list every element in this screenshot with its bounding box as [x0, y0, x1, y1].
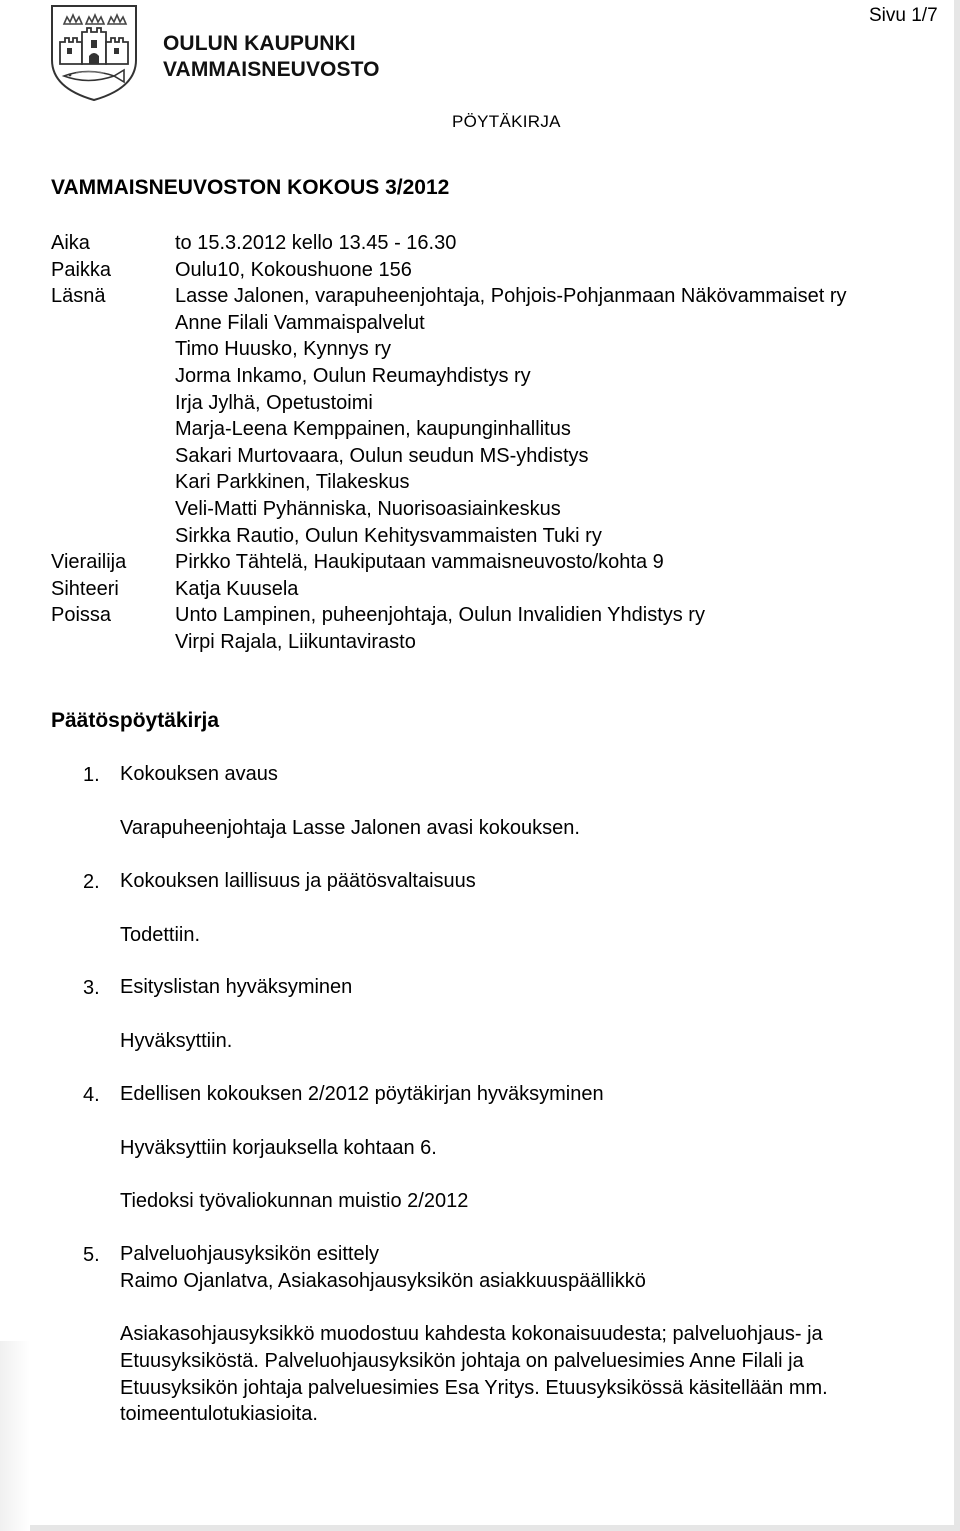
attendee: Sirkka Rautio, Oulun Kehitysvammaisten Tuki ry: [175, 524, 602, 547]
info-row-absent: [51, 602, 847, 655]
org-line-1: OULUN KAUPUNKI: [163, 32, 356, 55]
agenda-body: Tiedoksi työvaliokunnan muistio 2/2012: [120, 1190, 469, 1212]
info-label: Poissa: [51, 604, 112, 627]
agenda-title: Palveluohjausyksikön esittely: [120, 1243, 380, 1265]
section-title: Päätöspöytäkirja: [51, 709, 220, 732]
info-label: Paikka: [51, 258, 112, 281]
agenda-number: 3.: [83, 977, 100, 999]
info-value: to 15.3.2012 kello 13.45 - 16.30: [175, 232, 457, 254]
info-value: Oulu10, Kokoushuone 156: [175, 258, 412, 281]
page-edge-bottom: [0, 1525, 960, 1531]
org-line-2: VAMMAISNEUVOSTO: [163, 58, 380, 81]
agenda-body: Todettiin.: [120, 924, 201, 946]
info-label: Aika: [51, 232, 90, 254]
page-edge-right: [954, 0, 960, 1531]
attendee: Sakari Murtovaara, Oulun seudun MS-yhdistys: [175, 444, 589, 467]
attendee: Lasse Jalonen, varapuheenjohtaja, Pohjois-Pohjanmaan Näkövammaiset ry: [175, 285, 847, 308]
meeting-info: [51, 230, 847, 656]
agenda-body: Etuusyksikön johtaja palveluesimies Esa Yritys. Etuusyksikössä käsitellään mm.: [120, 1377, 828, 1399]
attendee: Jorma Inkamo, Oulun Reumayhdistys ry: [175, 364, 531, 387]
oulu-coat-of-arms-icon: [46, 2, 142, 102]
info-row-visitor: [51, 549, 847, 576]
info-row-time: [51, 230, 847, 257]
info-row-present: [51, 283, 847, 549]
page-corner-shade: [0, 1341, 30, 1531]
agenda-title: Edellisen kokouksen 2/2012 pöytäkirjan hyväksyminen: [120, 1083, 604, 1105]
info-value: Pirkko Tähtelä, Haukiputaan vammaisneuvosto/kohta 9: [175, 551, 664, 574]
agenda-number: 5.: [83, 1244, 100, 1266]
agenda-body: Etuusyksiköstä. Palveluohjausyksikön johtaja on palveluesimies Anne Filali ja: [120, 1350, 804, 1372]
agenda-number: 1.: [83, 764, 100, 786]
agenda-number: 4.: [83, 1084, 100, 1106]
info-label: Sihteeri: [51, 577, 119, 600]
agenda-body: Asiakasohjausyksikkö muodostuu kahdesta kokonaisuudesta; palveluohjaus- ja: [120, 1323, 823, 1345]
agenda-body: Hyväksyttiin.: [120, 1030, 233, 1052]
attendee: Timo Huusko, Kynnys ry: [175, 338, 391, 361]
meeting-title: VAMMAISNEUVOSTON KOKOUS 3/2012: [51, 176, 450, 199]
info-label: Vierailija: [51, 551, 127, 574]
page-number: Sivu 1/7: [869, 5, 938, 26]
attendee: Kari Parkkinen, Tilakeskus: [175, 471, 410, 494]
agenda-body: toimeentulotukiasioita.: [120, 1403, 318, 1425]
attendee: Veli-Matti Pyhänniska, Nuorisoasiainkeskus: [175, 497, 561, 520]
agenda-number: 2.: [83, 871, 100, 893]
info-row-secretary: [51, 576, 847, 603]
absentee: Virpi Rajala, Liikuntavirasto: [175, 630, 416, 653]
info-value: Katja Kuusela: [175, 577, 299, 600]
attendee: Irja Jylhä, Opetustoimi: [175, 391, 373, 414]
document-type: PÖYTÄKIRJA: [452, 112, 561, 131]
attendee: Marja-Leena Kemppainen, kaupunginhallitus: [175, 418, 571, 441]
attendee: Anne Filali Vammaispalvelut: [175, 311, 425, 334]
agenda-body: Varapuheenjohtaja Lasse Jalonen avasi kokouksen.: [120, 817, 580, 839]
agenda-title: Esityslistan hyväksyminen: [120, 976, 353, 998]
agenda-title: Kokouksen laillisuus ja päätösvaltaisuus: [120, 870, 476, 892]
organization-name: [163, 31, 380, 83]
absentee: Unto Lampinen, puheenjohtaja, Oulun Invalidien Yhdistys ry: [175, 604, 705, 627]
info-label: Läsnä: [51, 285, 106, 308]
agenda-body: Hyväksyttiin korjauksella kohtaan 6.: [120, 1137, 437, 1159]
agenda-title: Kokouksen avaus: [120, 763, 278, 785]
info-row-place: [51, 257, 847, 284]
agenda-subtitle: Raimo Ojanlatva, Asiakasohjausyksikön asiakkuuspäällikkö: [120, 1270, 646, 1292]
